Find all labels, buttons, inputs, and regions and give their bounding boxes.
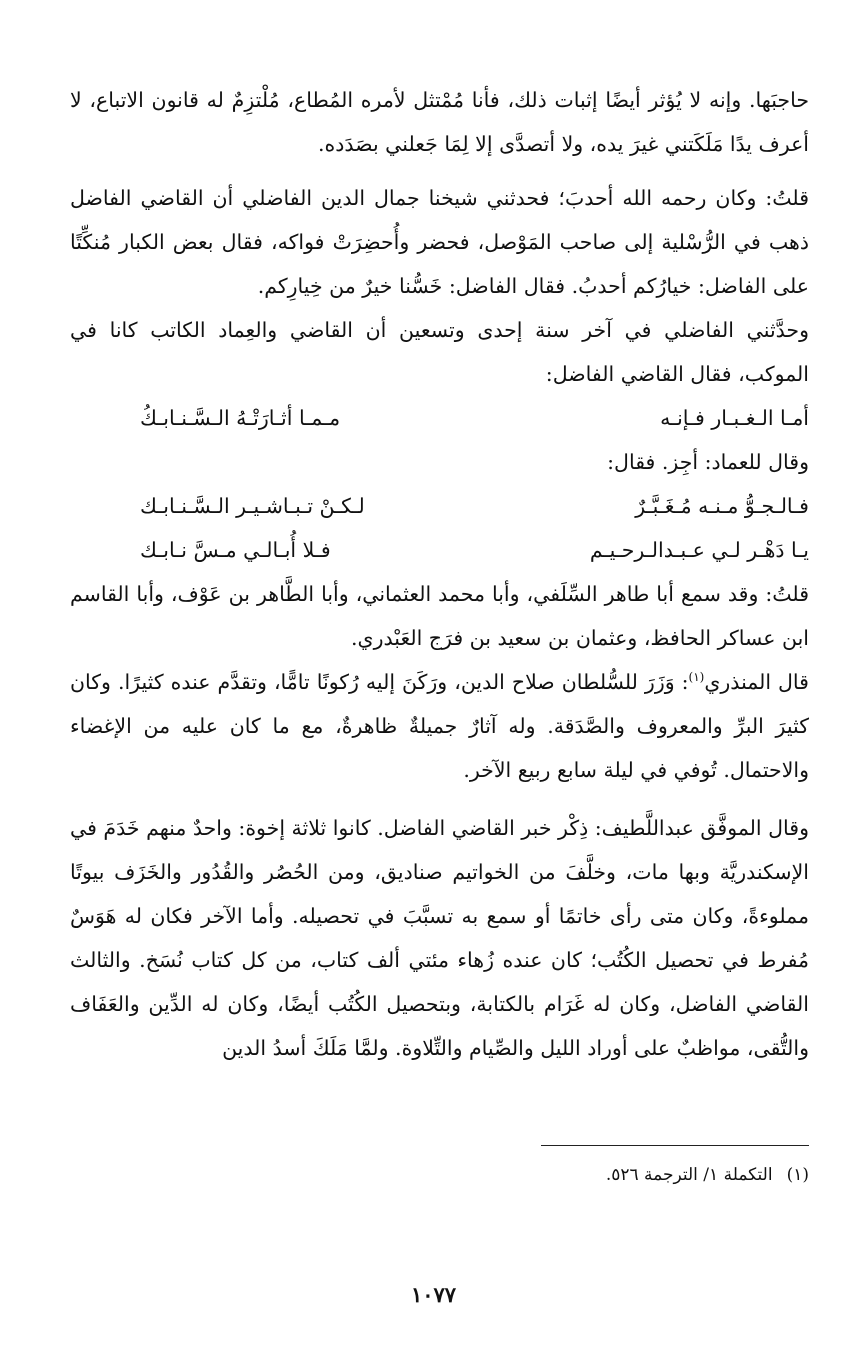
paragraph-3: وحدَّثني الفاضلي في آخر سنة إحدى وتسعين أن القاضي والعِماد الكاتب كانا في الموكب، فقال القاضي الفاضل: [70,318,809,386]
main-text [70,78,809,1070]
final-paragraph: وقال الموفَّق عبداللَّطيف: ذِكْر خبر القاضي الفاضل. كانوا ثلاثة إخوة: واحدٌ منهم خَدَمَ في الإسكندريَّة وبها مات، وخلَّفَ من الخواتيم صناديق، ومن الحُصُر والقُدُور والخَزَف بيوتًا مملوءةً، وكان متى رأى خاتمًا أو سمع به تسبَّبَ في تحصيله. وأما الآخر فكان له هَوَسٌ مُفرط في تحصيل الكُتُب؛ كان عنده زُهاء مئتي ألف كتاب، من كل كتاب نُسَخ. والثالث القاضي الفاضل، وكان له غَرَام بالكتابة، وبتحصيل الكُتُب أيضًا، وكان له الدِّين والعَفَاف والتُّقى، مواظبٌ على أوراد الليل والصِّيام والتِّلاوة. ولمَّا مَلَكَ أسدُ الدين [70,816,809,1060]
verse-2-first-hemistich: فـالـجـوُّ مـنـه مُـغَـبَّـرٌ [635,494,809,518]
verse-1 [70,396,809,440]
verse-2-second-hemistich: لـكـنْ تـبـاشـيـر الـسَّـنـابـك [140,494,365,518]
paragraph-1: حاجبَها. وإنه لا يُؤثر أيضًا إثبات ذلك، فأنا مُمْتثل لأمره المُطاع، مُلْتزِمٌ له قانون الاتباع، لا أعرف يدًا مَلَكَتني غيرَ يده، ولا أتصدَّى إلا لِمَا جَعلني بصَدَده. [70,88,809,156]
paragraph-after-verses: قلتُ: وقد سمع أبا طاهر السِّلَفي، وأبا محمد العثماني، وأبا الطَّاهر بن عَوْف، وأبا القاسم ابن عساكر الحافظ، وعثمان بن سعيد بن فرَج العَبْدري. [70,582,809,650]
verse-1-second-hemistich: مـمـا أثـارَتْـهُ الـسَّـنـابـكُ [140,406,341,430]
footnote [606,1162,809,1188]
paragraph-2: قلتُ: وكان رحمه الله أحدبَ؛ فحدثني شيخنا جمال الدين الفاضلي أن القاضي الفاضل ذهب في الرُّسْلية إلى صاحب المَوْصل، فحضر وأُحضِرَتْ فواكه، فقال بعض الكبار مُنكِّتًا على الفاضل: خيارُكم أحدبُ. فقال الفاضل: خَسُّنا خيرٌ من خِيارِكم. [70,186,809,298]
verse-2 [70,484,809,528]
footnote-number: (١) [786,1165,809,1185]
footnote-divider [541,1145,809,1146]
verse-3 [70,528,809,572]
footnote-reference: (١) [688,670,705,685]
page-number: ١٠٧٧ [410,1282,457,1307]
mundhiri-lead: قال المنذري [704,670,809,694]
mundhiri-text: : وَزَرَ للسُّلطان صلاح الدين، ورَكَنَ إليه رُكونًا تامًّا، وتقدَّم عنده كثيرًا. وكان كثيرَ البرِّ والمعروف والصَّدَقة. وله آثارٌ جميلةٌ ظاهرةٌ، مع ما كان عليه من الإغضاء والاحتمال. تُوفي في ليلة سابع ربيع الآخر. [70,670,809,782]
verse-1-first-hemistich: أمـا الـغـبـار فـإنـه [660,406,809,430]
verse-intro: وقال للعماد: أجِز. فقال: [607,450,809,474]
footnote-text: التكملة ١/ الترجمة ٥٢٦. [605,1165,773,1185]
verse-3-second-hemistich: فـلا أُبـالـي مـسَّ نـابـك [140,538,331,562]
verse-3-first-hemistich: يـا دَهْـر لـي عـبـدالـرحـيـم [589,538,809,562]
mundhiri-paragraph [70,660,809,792]
